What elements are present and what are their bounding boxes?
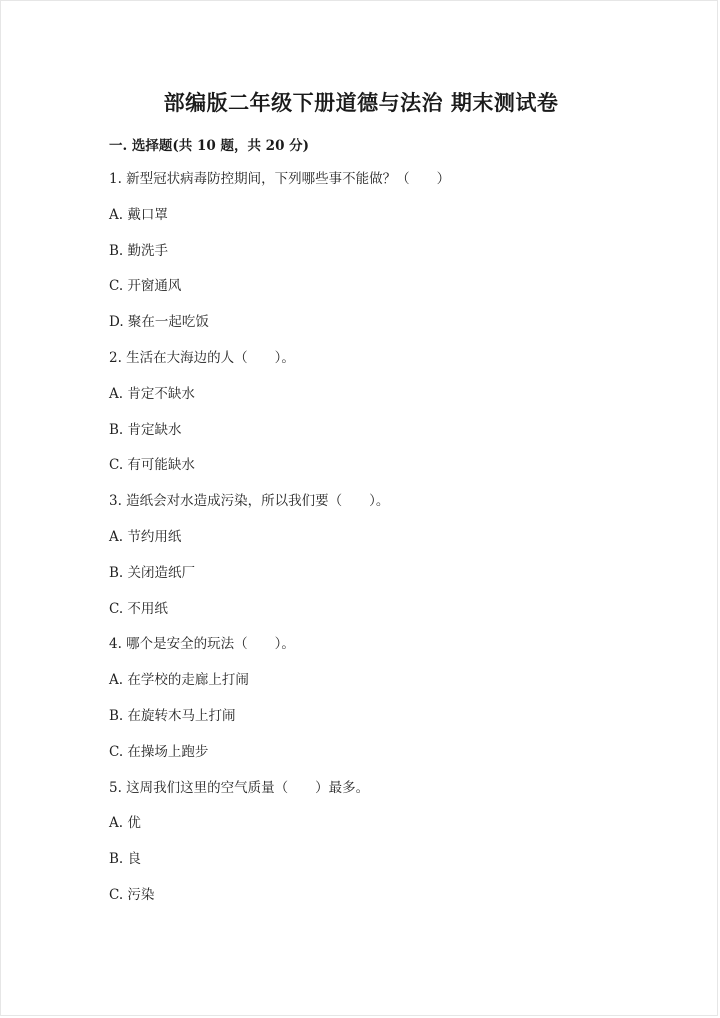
answer-option: B. 良 [109,851,142,868]
section-heading: 一. 选择题(共 10 题，共 20 分) [109,138,310,154]
answer-option: A. 肯定不缺水 [109,385,195,402]
answer-option: A. 优 [109,815,141,832]
answer-option: C. 在操场上跑步 [109,743,209,760]
answer-option: B. 在旋转木马上打闹 [109,707,236,724]
answer-option: A. 在学校的走廊上打闹 [109,672,249,689]
answer-option: C. 不用纸 [109,600,168,617]
page-title: 部编版二年级下册道德与法治 期末测试卷 [163,90,559,115]
answer-option: B. 关闭造纸厂 [109,564,196,581]
question-stem: 1. 新型冠状病毒防控期间，下列哪些事不能做？（ ） [109,171,451,187]
question-stem: 5. 这周我们这里的空气质量（ ）最多。 [109,779,370,796]
answer-option: A. 节约用纸 [109,528,182,545]
question-stem: 3. 造纸会对水造成污染，所以我们要（ ）。 [109,493,390,510]
question-stem: 4. 哪个是安全的玩法（ ）。 [109,636,295,653]
answer-option: C. 有可能缺水 [109,457,195,474]
answer-option: A. 戴口罩 [109,206,168,223]
question-list [109,169,669,921]
answer-option: D. 聚在一起吃饭 [109,314,209,331]
answer-option: B. 肯定缺水 [109,421,182,438]
answer-option: B. 勤洗手 [109,242,169,259]
question-stem: 2. 生活在大海边的人（ ）。 [109,349,295,366]
answer-option: C. 污染 [109,886,155,903]
answer-option: C. 开窗通风 [109,278,182,295]
